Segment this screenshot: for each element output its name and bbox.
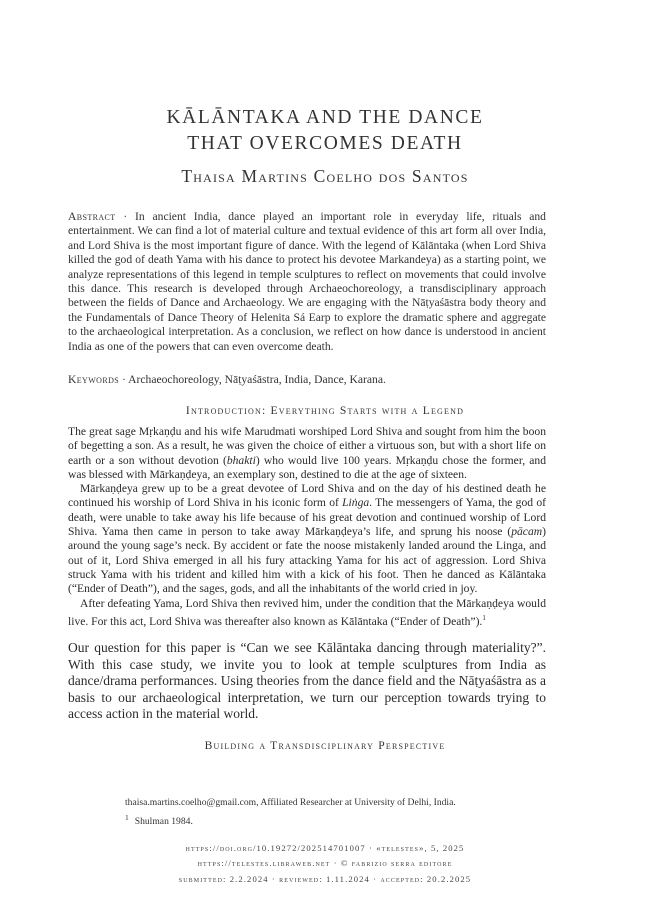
submission-dates-line: submitted: 2.2.2024 · reviewed: 1.11.2024 · accepted: 20.2.2025 — [178, 874, 472, 884]
question-paragraph: Our question for this paper is “Can we see Kālāntaka dancing through materiality?”. With this case study, we invite you to look at temple sculptures from India as dance/drama performances. Using theories from the dance field and the Nāṭyaśāstra as a basis to our archaeological interpretation, we turn our perception towards trying to access action in the material world. — [68, 640, 546, 722]
paragraph-2-part-b: . The messengers of Yama, the god of death, were unable to take away his life because of his great devotion and continued worship of Lord Shiva. Yama then came in person to take away Mārkaṇḍeya’s life, and sprung his noose ( — [68, 496, 546, 539]
doi-line[interactable]: https://doi.org/10.19272/202514701007 · «telestes», 5, 2025 — [185, 843, 465, 853]
section-heading-transdisciplinary: Building a Transdisciplinary Perspective — [204, 739, 446, 752]
term-linga: Liṅga — [342, 496, 370, 510]
abstract-label: Abstract — [68, 210, 116, 223]
footnote-1 — [125, 810, 545, 829]
term-pacam: pācam — [511, 525, 543, 539]
paragraph-1 — [68, 425, 546, 482]
paragraph-2-part-c: ) around the young sage’s neck. By accident or fate the noose mistakenly landed around the Linga, and out of it, Lord Shiva emerged in all his fury attacking Yama for his act of aggression. Lord Shiva struck Yama with his trident and killed him with a kick of his foot. Then he danced as Kālāntaka (“Ender of Death”), and the sages, gods, and all the inhabitants of the world cried in joy. — [68, 525, 546, 596]
footnote-1-marker: 1 — [125, 813, 129, 822]
footnote-ref-1[interactable]: 1 — [482, 613, 486, 622]
paragraph-1-part-b: ) who would live 100 years. Mṛkaṇḍu chose the former, and was blessed with Mārkaṇḍeya, an exemplary son, destined to die at the age of sixteen. — [68, 453, 546, 481]
paper-title-line2: THAT OVERCOMES DEATH — [187, 133, 463, 154]
abstract — [68, 210, 546, 354]
keywords-text: Archaeochoreology, Nāṭyaśāstra, India, Dance, Karana. — [128, 373, 386, 386]
footnote-1-text: Shulman 1984. — [134, 816, 193, 828]
author-affiliation-note: thaisa.martins.coelho@gmail.com, Affiliated Researcher at University of Delhi, India. — [125, 797, 456, 808]
paper-title-line1: KĀLĀNTAKA AND THE DANCE — [166, 107, 484, 128]
author-name: Thaisa Martins Coelho dos Santos — [181, 166, 469, 186]
paragraph-2-part-a: Mārkaṇḍeya grew up to be a great devotee of Lord Shiva and on the day of his destined death he continued his worship of Lord Shiva in his iconic form of — [68, 482, 546, 510]
keywords-separator: · — [119, 373, 129, 386]
keywords — [68, 373, 546, 386]
paragraph-3 — [68, 597, 546, 629]
paragraph-3-text: After defeating Yama, Lord Shiva then revived him, under the condition that the Mārkaṇḍeya would live. For this act, Lord Shiva was thereafter also known as Kālāntaka (“Ender of Death”). — [68, 596, 546, 628]
abstract-separator: · — [115, 210, 136, 223]
introduction-body — [68, 425, 546, 629]
term-bhakti: bhakti — [226, 453, 256, 467]
paragraph-1-part-a: The great sage Mṛkaṇḍu and his wife Marudmati worshiped Lord Shiva and sought from him the boon of begetting a son. As a result, he was given the choice of either a virtuous son, but with a short life on earth or a son without devotion ( — [68, 425, 546, 467]
paragraph-2 — [68, 482, 546, 596]
footnotes — [125, 795, 545, 829]
keywords-label: Keywords — [68, 373, 120, 386]
section-heading-introduction: Introduction: Everything Starts with a Legend — [185, 404, 465, 417]
journal-url-line[interactable]: https://telestes.libraweb.net · © fabrizio serra editore — [197, 858, 453, 868]
abstract-text: In ancient India, dance played an important role in everyday life, rituals and entertainment. We can find a lot of material culture and textual evidence of this art form all over India, and Lord Shiva is the most important figure of dance. With the legend of Kālāntaka (when Lord Shiva killed the god of death Yama with his dance to protect his devotee Markandeya) as a starting point, we analyze representations of this legend in temple sculptures to reflect on movements that could involve this dance. This research is developed through Archaeochoreology, a transdisciplinary approach between the fields of Dance and Archaeology. We are engaging with the Nāṭyaśāstra body theory and the Fundamentals of Dance Theory of Helenita Sá Earp to explore the dramatic sphere and aggregate to the archaeological interpretation. As a conclusion, we reflect on how dance is understood in ancient India as one of the powers that can even overcome death. — [68, 210, 546, 353]
